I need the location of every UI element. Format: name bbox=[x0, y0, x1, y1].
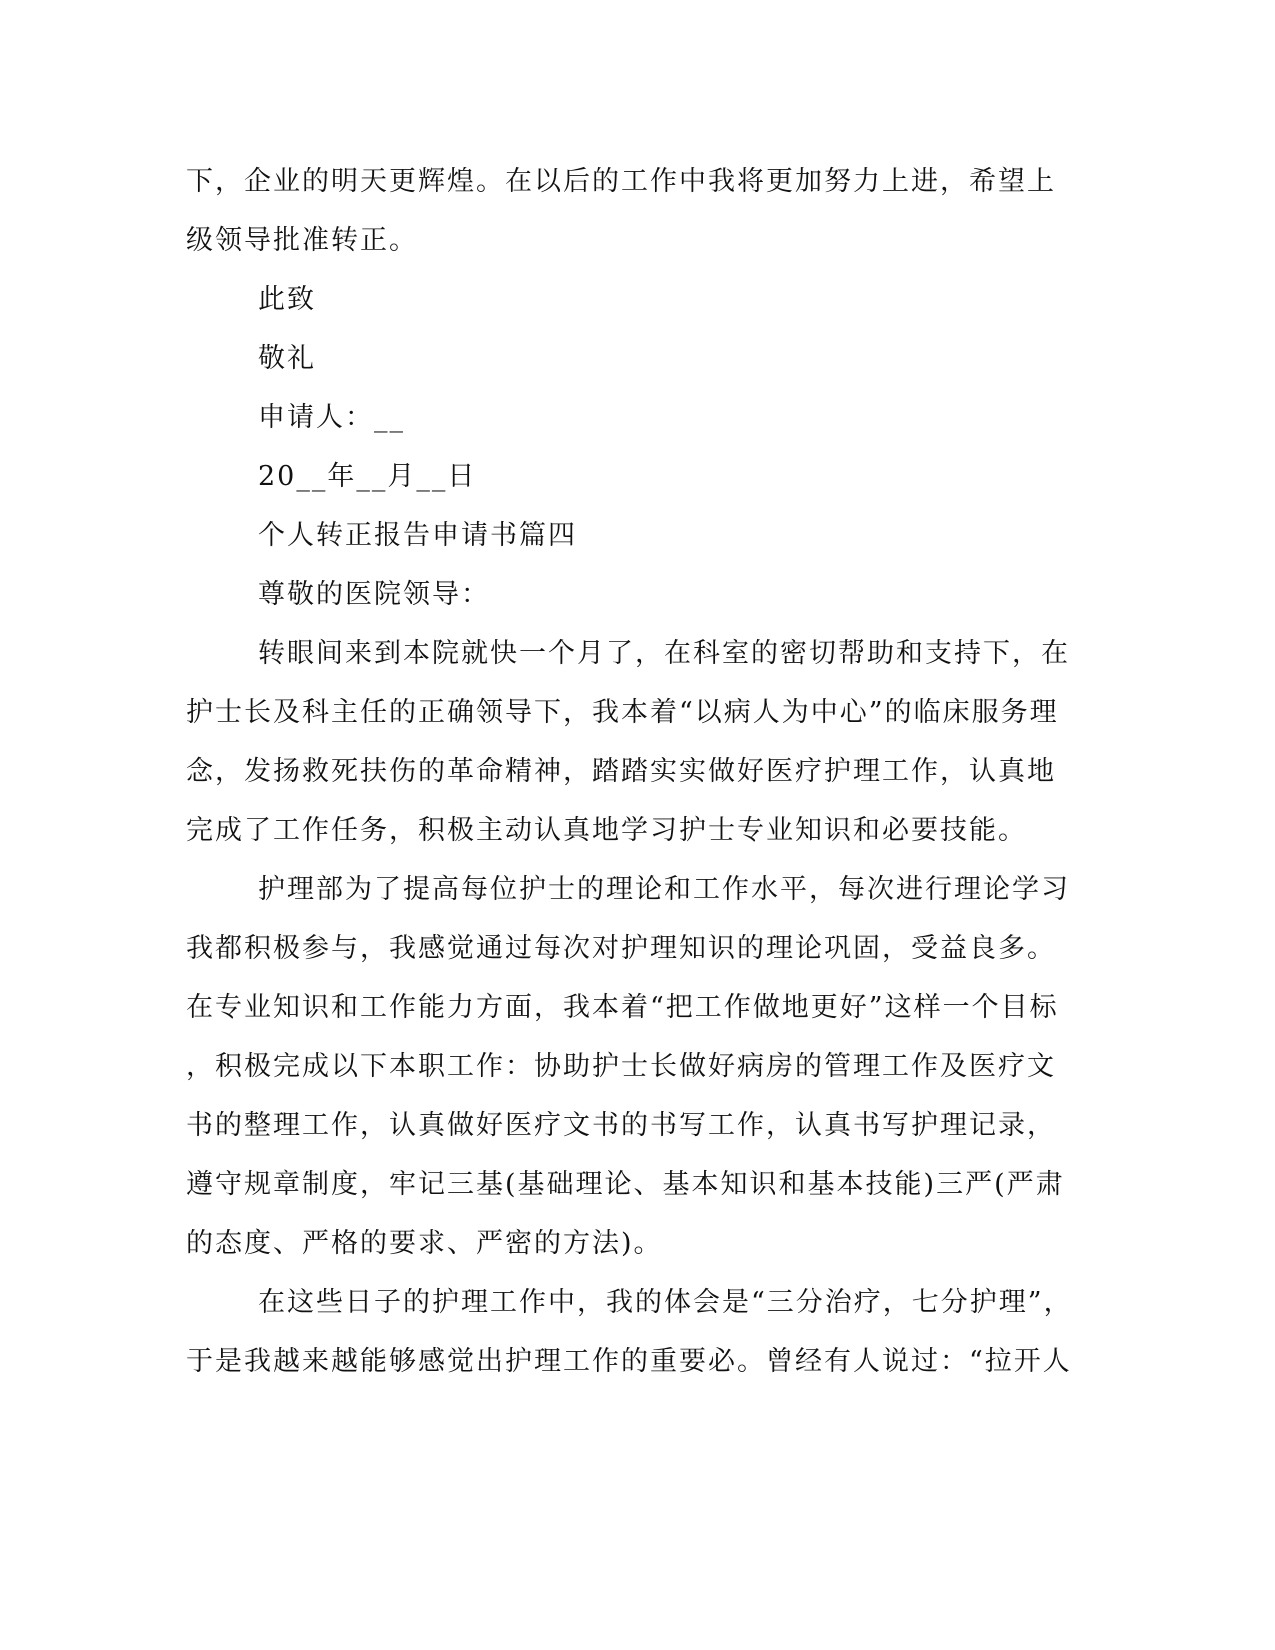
text-line: 转眼间来到本院就快一个月了，在科室的密切帮助和支持下，在 bbox=[258, 638, 1070, 669]
date-line: 20__年__月__日 bbox=[258, 461, 477, 492]
closing-salutation: 此致 bbox=[258, 284, 316, 315]
text-line: 护理部为了提高每位护士的理论和工作水平，每次进行理论学习 bbox=[258, 874, 1070, 905]
text-line: 完成了工作任务，积极主动认真地学习护士专业知识和必要技能。 bbox=[186, 815, 1027, 846]
text-line: ，积极完成以下本职工作：协助护士长做好病房的管理工作及医疗文 bbox=[186, 1051, 1056, 1082]
text-line: 级领导批准转正。 bbox=[186, 225, 418, 256]
text-line: 念，发扬救死扶伤的革命精神，踏踏实实做好医疗护理工作，认真地 bbox=[186, 756, 1056, 787]
text-line: 下，企业的明天更辉煌。在以后的工作中我将更加努力上进，希望上 bbox=[186, 166, 1056, 197]
text-line: 在这些日子的护理工作中，我的体会是“三分治疗，七分护理”， bbox=[258, 1287, 1073, 1318]
text-line: 的态度、严格的要求、严密的方法)。 bbox=[186, 1228, 663, 1259]
closing-regards: 敬礼 bbox=[258, 343, 316, 374]
text-line: 我都积极参与，我感觉通过每次对护理知识的理论巩固，受益良多。 bbox=[186, 933, 1056, 964]
text-line: 于是我越来越能够感觉出护理工作的重要必。曾经有人说过：“拉开人 bbox=[186, 1346, 1072, 1377]
section-title: 个人转正报告申请书篇四 bbox=[258, 520, 577, 551]
applicant-line: 申请人：__ bbox=[258, 402, 405, 433]
text-line: 在专业知识和工作能力方面，我本着“把工作做地更好”这样一个目标 bbox=[186, 992, 1059, 1023]
text-line: 遵守规章制度，牢记三基(基础理论、基本知识和基本技能)三严(严肃 bbox=[186, 1169, 1065, 1200]
text-line: 护士长及科主任的正确领导下，我本着“以病人为中心”的临床服务理 bbox=[186, 697, 1059, 728]
letter-greeting: 尊敬的医院领导： bbox=[258, 579, 490, 610]
text-line: 书的整理工作，认真做好医疗文书的书写工作，认真书写护理记录， bbox=[186, 1110, 1056, 1141]
